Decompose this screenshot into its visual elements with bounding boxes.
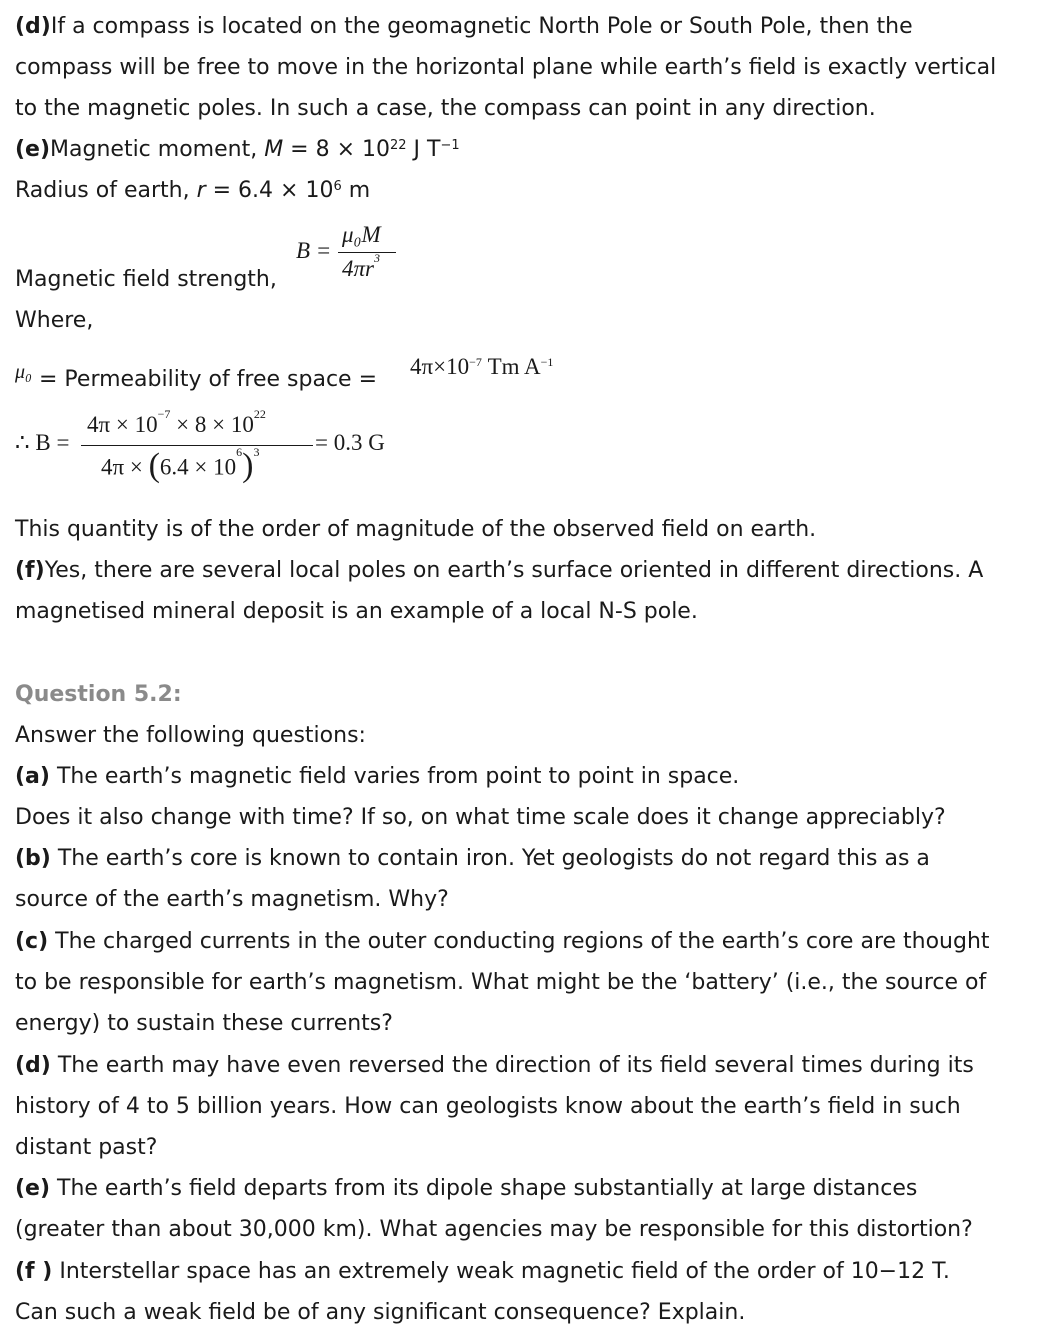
question-intro: Answer the following questions: [15, 723, 366, 748]
question-c-label: (c) [15, 929, 49, 954]
calc-den-part2: 6.4 × 10 [159, 454, 237, 480]
calc-num-part2: × 8 × 10 [170, 412, 254, 437]
part-d-line-2: compass will be free to move in the horizontal plane while earth’s field is exactly vertical [15, 55, 997, 80]
part-d-line-1 [15, 12, 913, 42]
question-c-text: The charged currents in the outer conducting regions of the earth’s core are thought [48, 929, 990, 954]
permeability-line [15, 361, 378, 395]
question-f-line-1 [15, 1257, 950, 1287]
question-d-label: (d) [15, 1053, 51, 1078]
calc-den-paren-close: ) [242, 447, 254, 484]
part-d-text: If a compass is located on the geomagnetic North Pole or South Pole, then the [50, 14, 913, 39]
part-f-text: Yes, there are several local poles on earth’s surface oriented in different directions. A [44, 558, 984, 583]
radius-unit: m [341, 178, 371, 203]
calc-num-exponent1: −7 [157, 407, 171, 421]
question-f-text: Interstellar space has an extremely weak magnetic field of the order of 10−12 T. [52, 1259, 950, 1284]
question-f-line-2: Can such a weak field be of any significant consequence? Explain. [15, 1300, 746, 1325]
radius-text: Radius of earth, [15, 178, 197, 203]
field-strength-label: Magnetic field strength, [15, 267, 277, 292]
radius-value: = 6.4 × 10 [205, 178, 334, 203]
question-b-text: The earth’s core is known to contain iron. Yet geologists do not regard this as a [50, 846, 930, 871]
question-c-line-2: to be responsible for earth’s magnetism. What might be the ‘battery’ (i.e., the source of [15, 970, 987, 995]
question-c-line-1 [15, 927, 990, 957]
calc-den-part1: 4π × [101, 454, 149, 480]
part-d-label: (d) [15, 14, 51, 39]
calc-result: = 0.3 G [315, 430, 385, 455]
part-e-label: (e) [15, 137, 51, 162]
question-c-line-3: energy) to sustain these currents? [15, 1011, 393, 1036]
question-b-label: (b) [15, 846, 51, 871]
question-b-line-1 [15, 844, 930, 874]
calc-den-exponent: 6 [236, 445, 243, 459]
formula-numerator: μ₀M [342, 222, 381, 247]
radius-symbol: r [196, 178, 206, 203]
formula-denominator-exponent: 3 [373, 251, 380, 265]
field-calculation [15, 407, 415, 505]
calc-den-paren-open: ( [148, 447, 160, 484]
permeability-value [410, 352, 553, 382]
question-e-line-2: (greater than about 30,000 km). What agencies may be responsible for this distortion? [15, 1217, 973, 1242]
moment-text: Magnetic moment, [50, 137, 265, 162]
field-formula [296, 222, 406, 292]
conclusion-line: This quantity is of the order of magnitude of the observed field on earth. [15, 517, 817, 542]
calc-fraction-bar [81, 445, 313, 446]
moment-symbol: M [264, 137, 284, 162]
calc-den-exponent2: 3 [253, 445, 260, 459]
question-d-text: The earth may have even reversed the direction of its field several times during its [50, 1053, 974, 1078]
calc-num-part1: 4π × 10 [87, 412, 158, 437]
mu-value: 4π×10 [410, 354, 470, 379]
question-heading: Question 5.2: [15, 682, 182, 707]
part-f-line-2: magnetised mineral deposit is an example of a local N-S pole. [15, 599, 698, 624]
question-e-line-1 [15, 1174, 917, 1204]
part-d-line-3: to the magnetic poles. In such a case, the compass can point in any direction. [15, 96, 876, 121]
question-d-line-1 [15, 1051, 974, 1081]
calc-num-exponent2: 22 [253, 407, 266, 421]
question-d-line-3: distant past? [15, 1135, 158, 1160]
formula-denominator: 4πr [342, 256, 374, 281]
question-a-line-1 [15, 762, 739, 792]
question-a-text: The earth’s magnetic field varies from point to point in space. [49, 764, 740, 789]
moment-value: = 8 × 10 [283, 137, 391, 162]
permeability-text: = Permeability of free space = [32, 367, 378, 392]
part-f-label: (f) [15, 558, 45, 583]
earth-radius-line [15, 176, 370, 206]
mu-unit: Tm A [481, 354, 541, 379]
question-a-line-2: Does it also change with time? If so, on what time scale does it change appreciably? [15, 805, 946, 830]
calc-numerator [87, 407, 266, 438]
mu-symbol: μ₀ [15, 361, 32, 383]
moment-unit-exponent: −1 [440, 138, 460, 153]
question-a-label: (a) [15, 764, 50, 789]
moment-exponent: 22 [390, 138, 407, 153]
calc-denominator [101, 445, 260, 488]
mu-unit-exponent: −1 [540, 355, 554, 369]
question-f-label: (f ) [15, 1259, 53, 1284]
radius-exponent: 6 [333, 179, 342, 194]
calc-lhs: ∴ B = [15, 430, 70, 455]
magnetic-moment-line [15, 135, 460, 165]
question-b-line-2: source of the earth’s magnetism. Why? [15, 887, 449, 912]
question-e-text: The earth’s field departs from its dipole shape substantially at large distances [50, 1176, 918, 1201]
part-f-line-1 [15, 556, 983, 586]
formula-lhs: B = [296, 238, 332, 263]
question-d-line-2: history of 4 to 5 billion years. How can geologists know about the earth’s field in such [15, 1094, 961, 1119]
moment-unit: J T [406, 137, 441, 162]
where-label: Where, [15, 308, 94, 333]
formula-fraction-bar [338, 252, 396, 253]
mu-exponent: −7 [469, 355, 482, 369]
question-e-label: (e) [15, 1176, 51, 1201]
